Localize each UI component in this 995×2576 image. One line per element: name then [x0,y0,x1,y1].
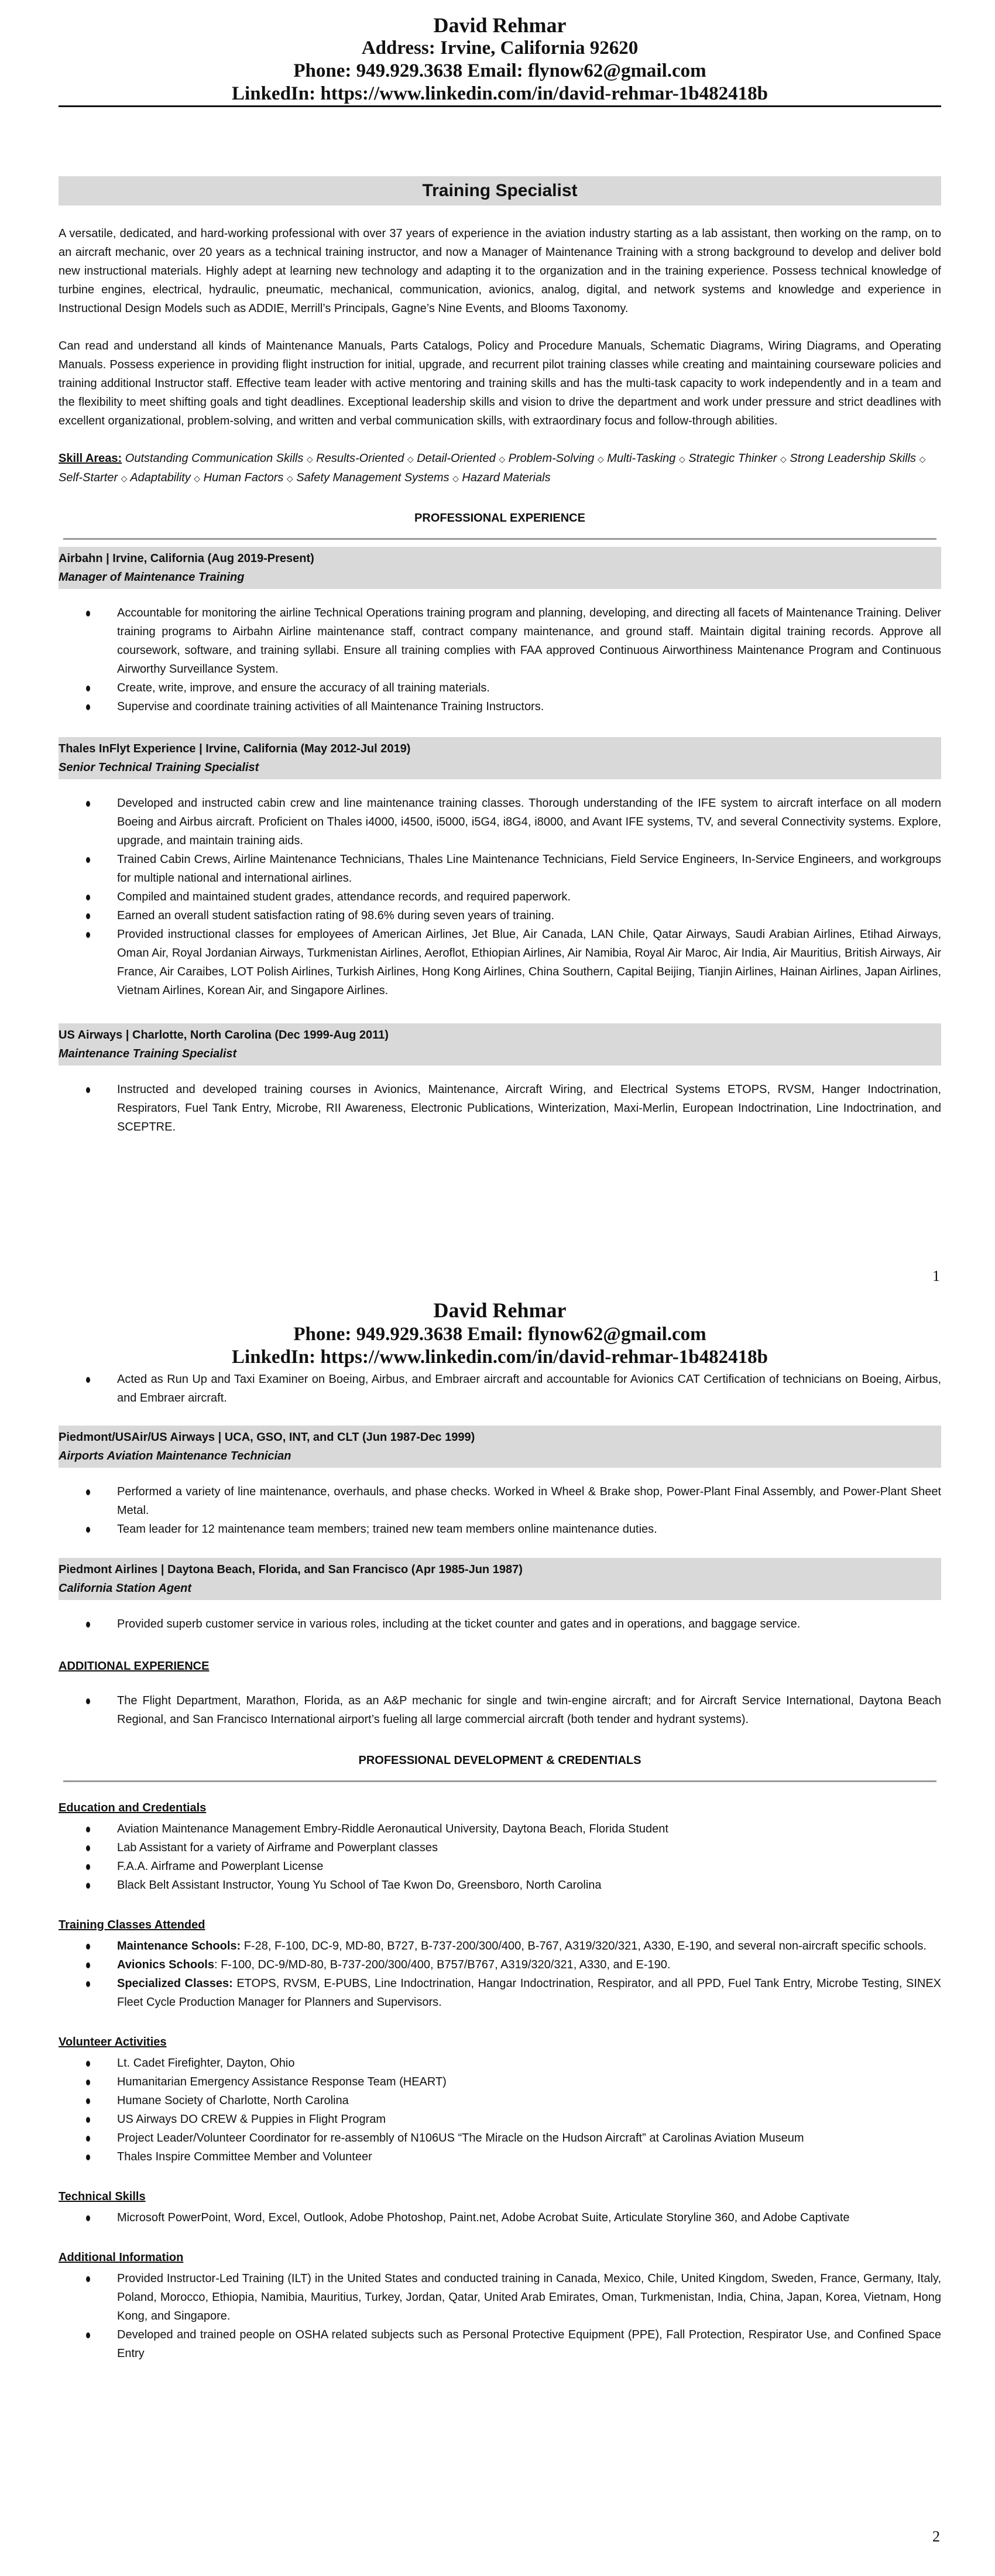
list-item: US Airways DO CREW & Puppies in Flight Program [117,2110,941,2129]
skill-areas [59,449,941,488]
list-item: Developed and trained people on OSHA related subjects such as Personal Protective Equipment (PPE), Fall Protection, Respirator Use, and Confined Space Entry [117,2325,941,2363]
summary-paragraph: A versatile, dedicated, and hard-working professional with over 37 years of experience in the aviation industry starting as a lab assistant, then working on the ramp, on to an aircraft mechanic, over 20 years as a technical training instructor, and now a Manager of Maintenance Training with a strong background to develop and deliver bold new instructional materials. Highly adept at learning new technology and adapting it to the organization and in the training experience. Possess technical knowledge of turbine engines, electrical, hydraulic, pneumatic, mechanical, communication, avionics, analog, digital, and network systems and knowledge and experience in Instructional Design Models such as ADDIE, Merrill’s Principals, Gagne’s Nine Events, and Blooms Taxonomy. [59,227,941,315]
skill-item: Safety Management Systems [296,471,450,484]
list-item: Accountable for monitoring the airline Technical Operations training program and planning, developing, and directing all facets of Maintenance Training. Deliver training programs to Airbahn Airline maintenance staff, contract company maintenance, and ground staff. Maintain digital training records. Approve all coursework, software, and training syllabi. Ensure all training complies with FAA approved Continuous Airworthiness Maintenance Program and Continuous Airworthy Surveillance System. [117,604,941,679]
additional-info-heading: Additional Information [59,2251,184,2264]
skill-item: Detail-Oriented [417,452,496,465]
list-item: Developed and instructed cabin crew and line maintenance training classes. Thorough understanding of the IFE system to aircraft interface on all modern Boeing and Airbus aircraft. Proficient on Thales i4000, i4500, i5000, i5G4, i8G4, i8000, and Avant IFE systems, TV, and several Connectivity systems. Explore, upgrade, and maintain training aids. [117,794,941,850]
list-item: Trained Cabin Crews, Airline Maintenance Technicians, Thales Line Maintenance Technicians, Field Service Engineers, In-Service Engineers, and workgroups for multiple national and international airlines. [117,850,941,888]
item-label: Maintenance Schools: [117,1940,241,1952]
list-item: Humanitarian Emergency Assistance Response Team (HEART) [117,2073,941,2091]
job-header [59,547,941,589]
skill-item: Strong Leadership Skills [790,452,917,465]
job-bullets [59,1080,941,1136]
diamond-separator-icon: ◇ [780,454,787,464]
resume-header [59,0,941,107]
job-company: Piedmont Airlines | Daytona Beach, Florida, and San Francisco (Apr 1985-Jun 1987) [59,1563,523,1576]
list-item: Provided instructional classes for employees of American Airlines, Jet Blue, Air Canada, LAN Chile, Qatar Airways, Saudi Arabian Airlines, Etihad Airways, Oman Air, Royal Jordanian Airways, Turkmenistan Airlines, Aeroflot, Ethiopian Airlines, Air Namibia, Royal Air Maroc, Air India, Air Mauritius, British Airways, Air France, Air Caraibes, LOT Polish Airlines, Turkish Airlines, Hong Kong Airlines, China Southern, Capital Beijing, Tianjin Airlines, Hainan Airlines, Japan Airlines, Vietnam Airlines, Korean Air, and Singapore Airlines. [117,925,941,1000]
job-role: California Station Agent [59,1582,192,1595]
list-item: Aviation Maintenance Management Embry-Riddle Aeronautical University, Daytona Beach, Florida Student [117,1820,941,1838]
diamond-separator-icon: ◇ [597,454,604,464]
diamond-separator-icon: ◇ [452,474,459,483]
phone-email: Phone: 949.929.3638 Email: flynow62@gmail.com [293,60,706,81]
page-2 [0,1288,995,2576]
diamond-separator-icon: ◇ [286,474,293,483]
training-list [59,1937,941,2012]
diamond-separator-icon: ◇ [499,454,506,464]
skill-item: Adaptability [130,471,191,484]
list-item: Supervise and coordinate training activities of all Maintenance Training Instructors. [117,697,941,716]
job-header [59,1426,941,1468]
volunteer-heading: Volunteer Activities [59,2036,167,2049]
list-item: F.A.A. Airframe and Powerplant License [117,1857,941,1876]
list-item: Black Belt Assistant Instructor, Young Yu School of Tae Kwon Do, Greensboro, North Carolina [117,1876,941,1895]
job-bullets-continued [59,1370,941,1407]
diamond-separator-icon: ◇ [306,454,313,464]
list-item [117,1974,941,2012]
job-header [59,737,941,779]
diamond-separator-icon: ◇ [919,454,926,464]
list-item: Performed a variety of line maintenance, overhauls, and phase checks. Worked in Wheel & Brake shop, Power-Plant Final Assembly, and Power-Plant Sheet Metal. [117,1482,941,1520]
linkedin: LinkedIn: https://www.linkedin.com/in/david-rehmar-1b482418b [232,1347,768,1368]
skill-item: Strategic Thinker [688,452,777,465]
list-item [117,1937,941,1955]
job-header [59,1023,941,1066]
list-item: Provided superb customer service in various roles, including at the ticket counter and gates and in operations, and baggage service. [117,1615,941,1633]
job-bullets [59,604,941,716]
list-item: Microsoft PowerPoint, Word, Excel, Outlook, Adobe Photoshop, Paint.net, Adobe Acrobat Suite, Articulate Storyline 360, and Adobe Captivate [117,2208,941,2227]
education-heading: Education and Credentials [59,1801,207,1814]
job-bullets [59,1615,941,1633]
item-text: ETOPS, RVSM, E-PUBS, Line Indoctrination, Hangar Indoctrination, Respirator, and all PPD, Fuel Tank Entry, Microbe Testing, SINEX Fleet Cycle Production Manager for Planners and Supervisors. [117,1977,941,2009]
job-bullets [59,1482,941,1539]
training-heading: Training Classes Attended [59,1919,205,1931]
skill-item: Self-Starter [59,471,118,484]
item-label: Avionics Schools [117,1958,214,1971]
skill-item: Multi-Tasking [607,452,676,465]
skill-item: Problem-Solving [508,452,595,465]
list-item: Project Leader/Volunteer Coordinator for re-assembly of N106US “The Miracle on the Hudson Aircraft” at Carolinas Aviation Museum [117,2129,941,2147]
candidate-name: David Rehmar [433,13,567,37]
job-company: Airbahn | Irvine, California (Aug 2019-Present) [59,552,314,565]
section-heading-additional-experience: ADDITIONAL EXPERIENCE [59,1660,210,1673]
phone-email: Phone: 949.929.3638 Email: flynow62@gmail.com [293,1324,706,1345]
list-item: Compiled and maintained student grades, attendance records, and required paperwork. [117,888,941,906]
job-company: Thales InFlyt Experience | Irvine, California (May 2012-Jul 2019) [59,742,411,755]
list-item: Create, write, improve, and ensure the accuracy of all training materials. [117,679,941,697]
list-item: Humane Society of Charlotte, North Carolina [117,2091,941,2110]
job-role: Manager of Maintenance Training [59,571,245,584]
job-role: Airports Aviation Maintenance Technician [59,1450,291,1462]
skill-item: Outstanding Communication Skills [125,452,304,465]
job-company: US Airways | Charlotte, North Carolina (Dec 1999-Aug 2011) [59,1029,389,1042]
candidate-name: David Rehmar [433,1299,567,1322]
skill-areas-label: Skill Areas: [59,452,122,465]
job-company: Piedmont/USAir/US Airways | UCA, GSO, INT, and CLT (Jun 1987-Dec 1999) [59,1431,475,1444]
list-item: Provided Instructor-Led Training (ILT) in the United States and conducted training in Canada, Mexico, Chile, United Kingdom, Sweden, France, Germany, Italy, Poland, Morocco, Ethiopia, Namibia, Mauritius, Turkey, Jordan, Qatar, United Arab Emirates, Oman, Turkmenistan, India, China, Japan, Korea, Vietnam, Hong Kong, and Singapore. [117,2269,941,2325]
list-item: Lt. Cadet Firefighter, Dayton, Ohio [117,2054,941,2073]
item-text: : F-100, DC-9/MD-80, B-737-200/300/400, B757/B767, A319/320/321, A330, and E-190. [214,1958,671,1971]
job-bullets [59,794,941,1000]
skill-areas-list [59,452,925,484]
diamond-separator-icon: ◇ [121,474,128,483]
linkedin: LinkedIn: https://www.linkedin.com/in/david-rehmar-1b482418b [232,83,768,104]
list-item: Team leader for 12 maintenance team members; trained new team members online maintenance duties. [117,1520,941,1539]
diamond-separator-icon: ◇ [194,474,201,483]
list-item: The Flight Department, Marathon, Florida, as an A&P mechanic for single and twin-engine aircraft; and for Aircraft Service International, Daytona Beach Regional, and San Francisco International airport’s fueling all large commercial aircraft (both tender and hydrant systems). [117,1691,941,1729]
job-header [59,1558,941,1600]
divider [63,538,936,540]
skill-item: Human Factors [203,471,284,484]
list-item: Earned an overall student satisfaction rating of 98.6% during seven years of training. [117,906,941,925]
job-role: Maintenance Training Specialist [59,1047,237,1060]
education-list [59,1820,941,1895]
list-item: Instructed and developed training courses in Avionics, Maintenance, Aircraft Wiring, and Electrical Systems ETOPS, RVSM, Hanger Indoctrination, Respirators, Fuel Tank Entry, Microbe, RII Awareness, Electronic Publications, Winterization, Maxi-Merlin, European Indoctrination, Line Indoctrination, and SCEPTRE. [117,1080,941,1136]
page-number: 1 [932,1268,940,1284]
diamond-separator-icon: ◇ [678,454,685,464]
job-role: Senior Technical Training Specialist [59,761,259,774]
volunteer-list [59,2054,941,2166]
list-item [117,1955,941,1974]
skill-item: Results-Oriented [316,452,404,465]
address: Address: Irvine, California 92620 [361,37,639,59]
summary-paragraph: Can read and understand all kinds of Maintenance Manuals, Parts Catalogs, Policy and Procedure Manuals, Schematic Diagrams, Wiring Diagrams, and Operating Manuals. Possess experience in providing flight instruction for initial, upgrade, and recurrent pilot training classes while creating and maintaining courseware policies and training additional Instructor staff. Effective team leader with active mentoring and training skills and has the multi-task capacity to work independently and in a team and the flexibility to meet shifting goals and tight deadlines. Exceptional leadership skills and vision to drive the department and work under pressure and strict deadlines with excellent organizational, problem-solving, and written and verbal communication skills, with extraordinary focus and follow-through abilities. [59,340,941,427]
list-item: Thales Inspire Committee Member and Volunteer [117,2147,941,2166]
section-heading-development: PROFESSIONAL DEVELOPMENT & CREDENTIALS [358,1754,641,1767]
additional-info-list [59,2269,941,2363]
technical-skills-heading: Technical Skills [59,2190,146,2203]
section-heading-experience: PROFESSIONAL EXPERIENCE [414,512,585,525]
additional-experience-bullets [59,1691,941,1729]
page-number: 2 [932,2528,940,2545]
item-label: Specialized Classes: [117,1977,233,1990]
diamond-separator-icon: ◇ [407,454,414,464]
skill-item: Hazard Materials [462,471,551,484]
resume-header [59,1288,941,1369]
list-item: Acted as Run Up and Taxi Examiner on Boeing, Airbus, and Embraer aircraft and accountable for Avionics CAT Certification of technicians on Boeing, Airbus, and Embraer aircraft. [117,1370,941,1407]
technical-skills-list [59,2208,941,2227]
job-title: Training Specialist [59,176,941,205]
divider [63,1780,936,1782]
list-item: Lab Assistant for a variety of Airframe and Powerplant classes [117,1838,941,1857]
item-text: F-28, F-100, DC-9, MD-80, B727, B-737-200/300/400, B-767, A319/320/321, A330, E-190, and several non-aircraft specific schools. [241,1940,927,1952]
